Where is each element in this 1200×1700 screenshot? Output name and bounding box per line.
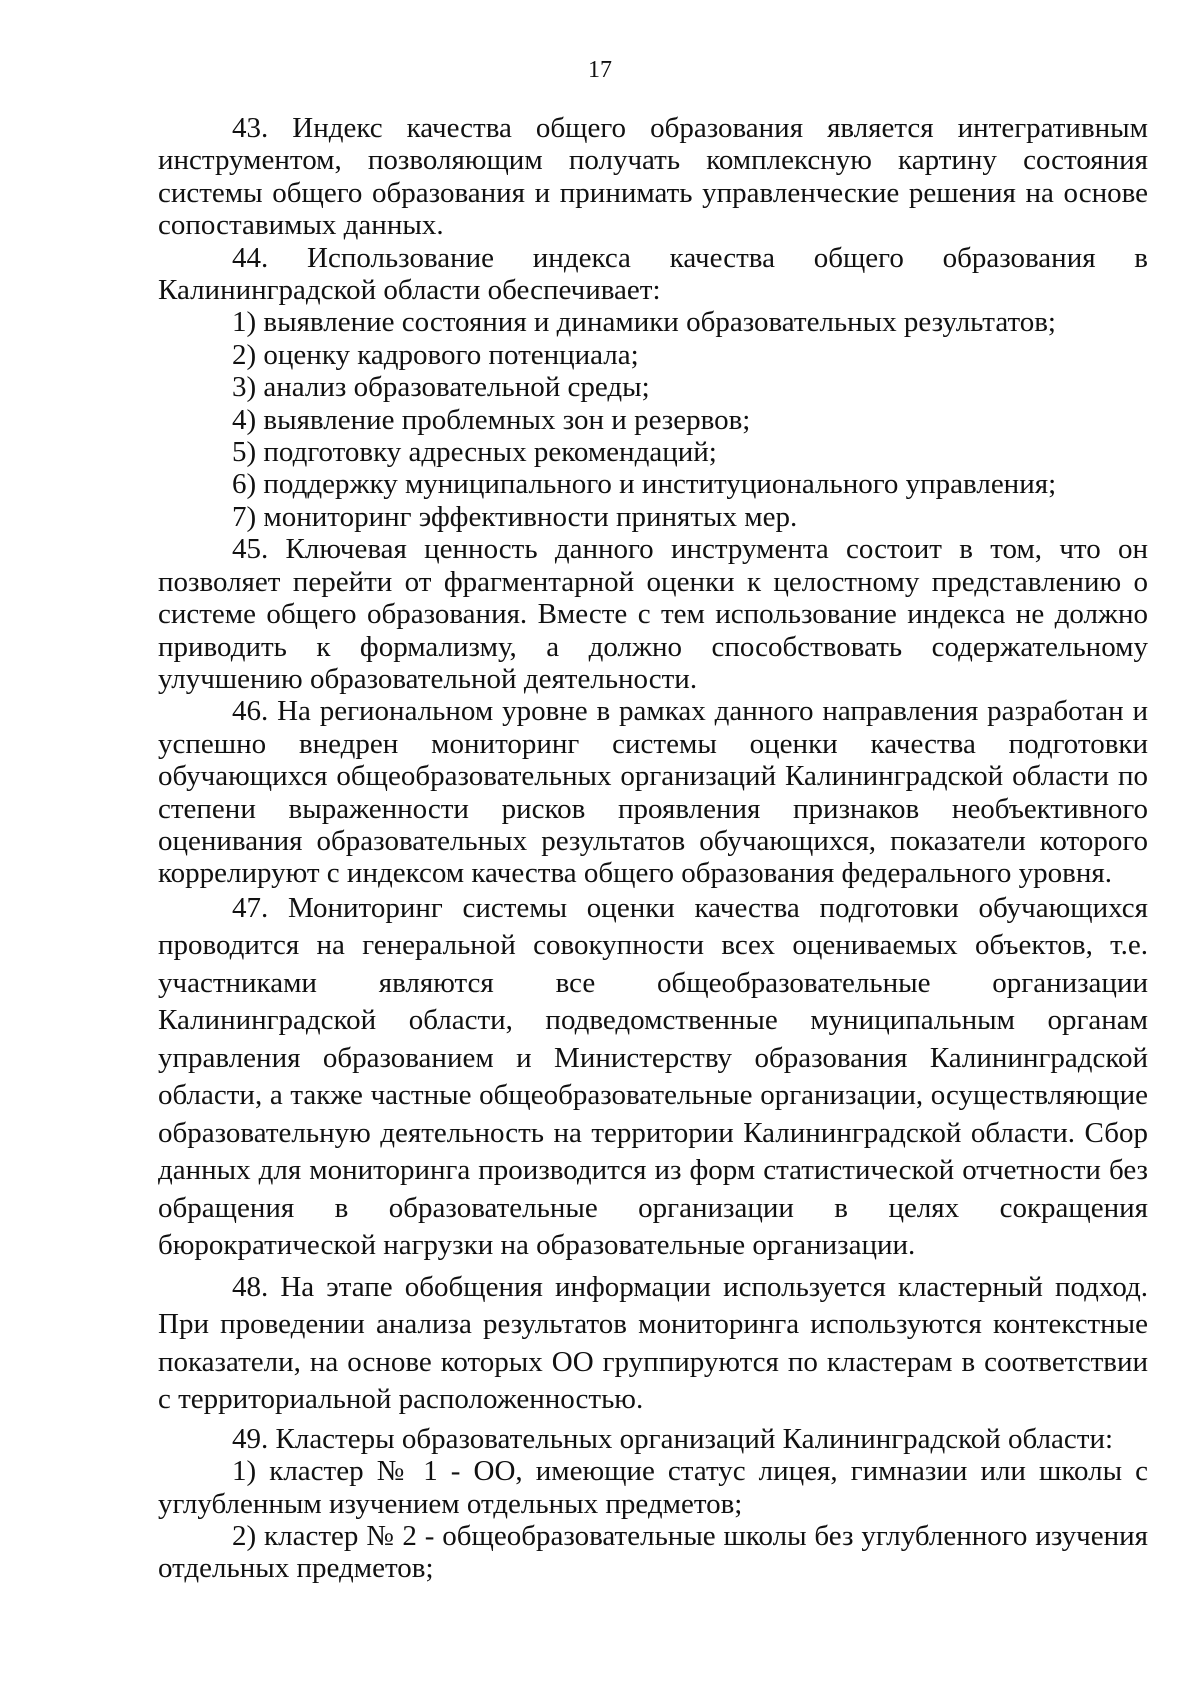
cluster-item-2: 2) кластер № 2 - общеобразовательные школы без углубленного изучения отдельных предметов; (158, 1519, 1148, 1585)
paragraph-44: 44. Использование индекса качества общего образования в Калининградской области обеспечивает: (158, 241, 1148, 307)
list-item-44-5: 5) подготовку адресных рекомендаций; (232, 436, 717, 469)
paragraph-45: 45. Ключевая ценность данного инструмента состоит в том, что он позволяет перейти от фрагментарной оценки к целостному представлению о системе общего образования. Вместе с тем использование индекса не должно приводить к формализму, а должно способствовать содержательному улучшению образовательной деятельности. (158, 533, 1148, 695)
cluster-item-1: 1) кластер № 1 - ОО, имеющие статус лицея, гимназии или школы с углубленным изучением отдельных предметов; (158, 1455, 1148, 1520)
paragraph-43: 43. Индекс качества общего образования является интегративным инструментом, позволяющим получать комплексную картину состояния системы общего образования и принимать управленческие решения на основе сопоставимых данных. (158, 112, 1148, 242)
paragraph-47: 47. Мониторинг системы оценки качества подготовки обучающихся проводится на генеральной совокупности всех оцениваемых объектов, т.е. участниками являются все общеобразовательные организации Калининградской области, подведомственные муниципальным органам управления образованием и Министерству образования Калининградской области, а также частные общеобразовательные организации, осуществляющие образовательную деятельность на территории Калининградской области. Сбор данных для мониторинга производится из форм статистической отчетности без обращения в образовательные организации в целях сокращения бюрократической нагрузки на образовательные организации. (158, 891, 1148, 1262)
list-item-44-7: 7) мониторинг эффективности принятых мер. (232, 500, 798, 533)
list-item-44-1: 1) выявление состояния и динамики образовательных результатов; (232, 306, 1056, 339)
list-item-44-4: 4) выявление проблемных зон и резервов; (232, 403, 751, 436)
list-item-44-6: 6) поддержку муниципального и институционального управления; (232, 468, 1057, 501)
document-body (158, 112, 1148, 1585)
list-item-44-2: 2) оценку кадрового потенциала; (232, 338, 639, 371)
paragraph-49: 49. Кластеры образовательных организаций Калининградской области: (232, 1422, 1114, 1455)
list-item-44-3: 3) анализ образовательной среды; (232, 371, 650, 404)
page-number: 17 (588, 57, 612, 83)
paragraph-48: 48. На этапе обобщения информации используется кластерный подход. При проведении анализа результатов мониторинга используются контекстные показатели, на основе которых ОО группируются по кластерам в соответствии с территориальной расположенностью. (158, 1270, 1148, 1416)
paragraph-46: 46. На региональном уровне в рамках данного направления разработан и успешно внедрен мониторинг системы оценки качества подготовки обучающихся общеобразовательных организаций Калининградской области по степени выраженности рисков проявления признаков необъективного оценивания образовательных результатов обучающихся, показатели которого коррелируют с индексом качества общего образования федерального уровня. (158, 695, 1148, 890)
